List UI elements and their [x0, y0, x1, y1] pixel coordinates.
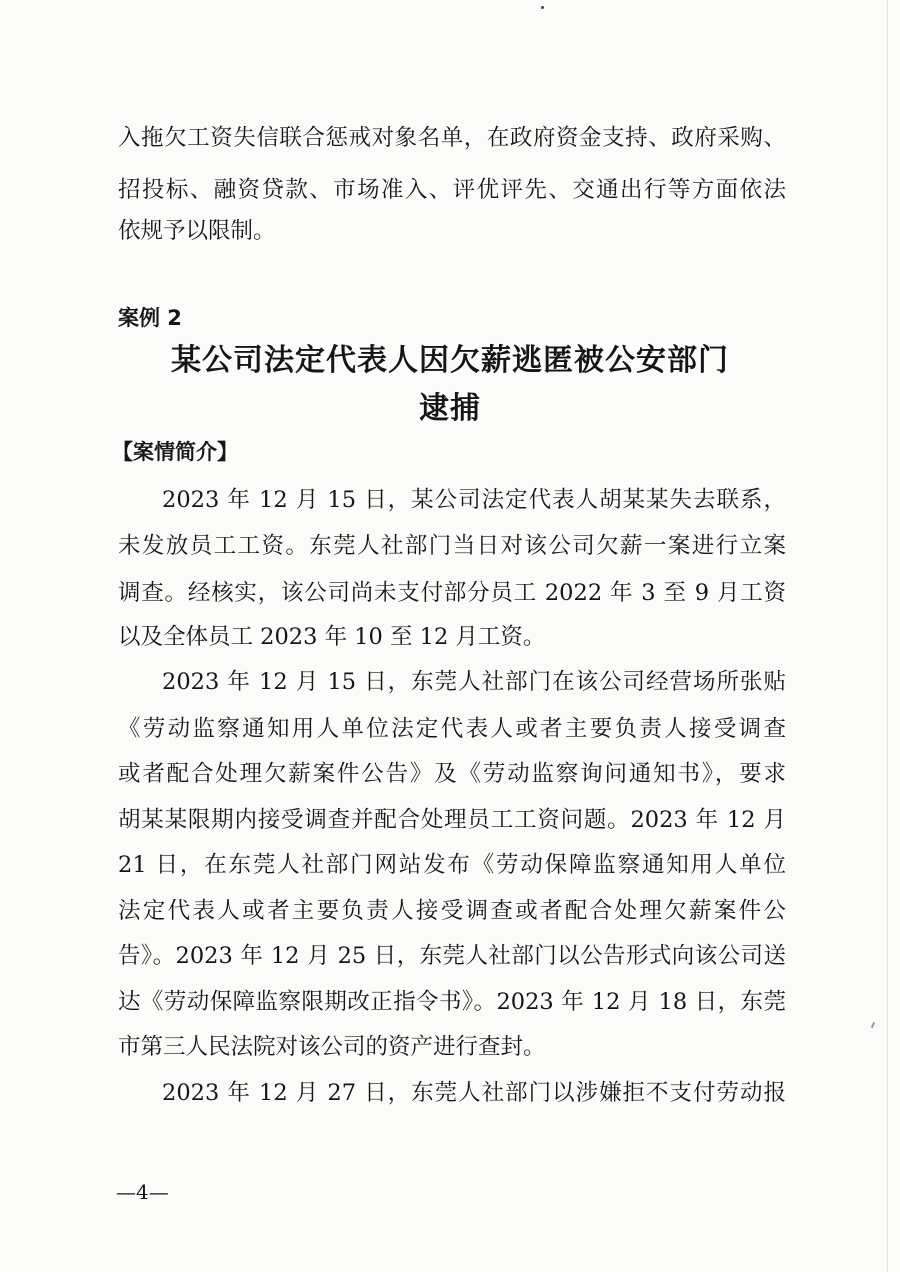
paragraph2-line-9: 市第三人民法院对该公司的资产进行查封。 [118, 1034, 546, 1060]
intro-line-1: 入拖欠工资失信联合惩戒对象名单，在政府资金支持、政府采购、 [118, 125, 786, 151]
paragraph2-line-8: 达《劳动保障监察限期改正指令书》。2023 年 12 月 18 日，东莞 [118, 989, 786, 1015]
paragraph2-line-7: 告》。2023 年 12 月 25 日，东莞人社部门以公告形式向该公司送 [118, 943, 786, 969]
paragraph2-line-6: 法定代表人或者主要负责人接受调查或者配合处理欠薪案件公 [118, 898, 786, 924]
case-title-line-1: 某公司法定代表人因欠薪逃匿被公安部门 [171, 343, 729, 378]
paragraph1-line-3: 调查。经核实，该公司尚未支付部分员工 2022 年 3 至 9 月工资 [118, 580, 786, 606]
scan-mark [541, 6, 544, 9]
paragraph2-line-1: 2023 年 12 月 15 日，东莞人社部门在该公司经营场所张贴 [162, 669, 786, 695]
intro-line-2: 招投标、融资贷款、市场准入、评优评先、交通出行等方面依法 [118, 177, 786, 203]
paragraph3-line-1: 2023 年 12 月 27 日，东莞人社部门以涉嫌拒不支付劳动报 [162, 1080, 786, 1106]
case-label: 案例 2 [118, 306, 182, 330]
scan-edge-line [887, 0, 888, 1272]
paragraph2-line-2: 《劳动监察通知用人单位法定代表人或者主要负责人接受调查 [118, 716, 786, 742]
paragraph2-line-4: 胡某某限期内接受调查并配合处理员工工资问题。2023 年 12 月 [118, 807, 786, 833]
scan-speck [871, 1022, 875, 1028]
section-heading: 【案情简介】 [112, 440, 238, 464]
page-number: —4— [116, 1180, 169, 1204]
paragraph2-line-5: 21 日，在东莞人社部门网站发布《劳动保障监察通知用人单位 [118, 852, 786, 878]
intro-line-3: 依规予以限制。 [118, 218, 276, 244]
paragraph1-line-4: 以及全体员工 2023 年 10 至 12 月工资。 [118, 624, 546, 650]
case-title-line-2: 逮捕 [419, 391, 481, 426]
paragraph2-line-3: 或者配合处理欠薪案件公告》及《劳动监察询问通知书》，要求 [118, 761, 786, 787]
paragraph1-line-1: 2023 年 12 月 15 日，某公司法定代表人胡某某失去联系， [162, 487, 786, 513]
paragraph1-line-2: 未发放员工工资。东莞人社部门当日对该公司欠薪一案进行立案 [118, 533, 786, 559]
